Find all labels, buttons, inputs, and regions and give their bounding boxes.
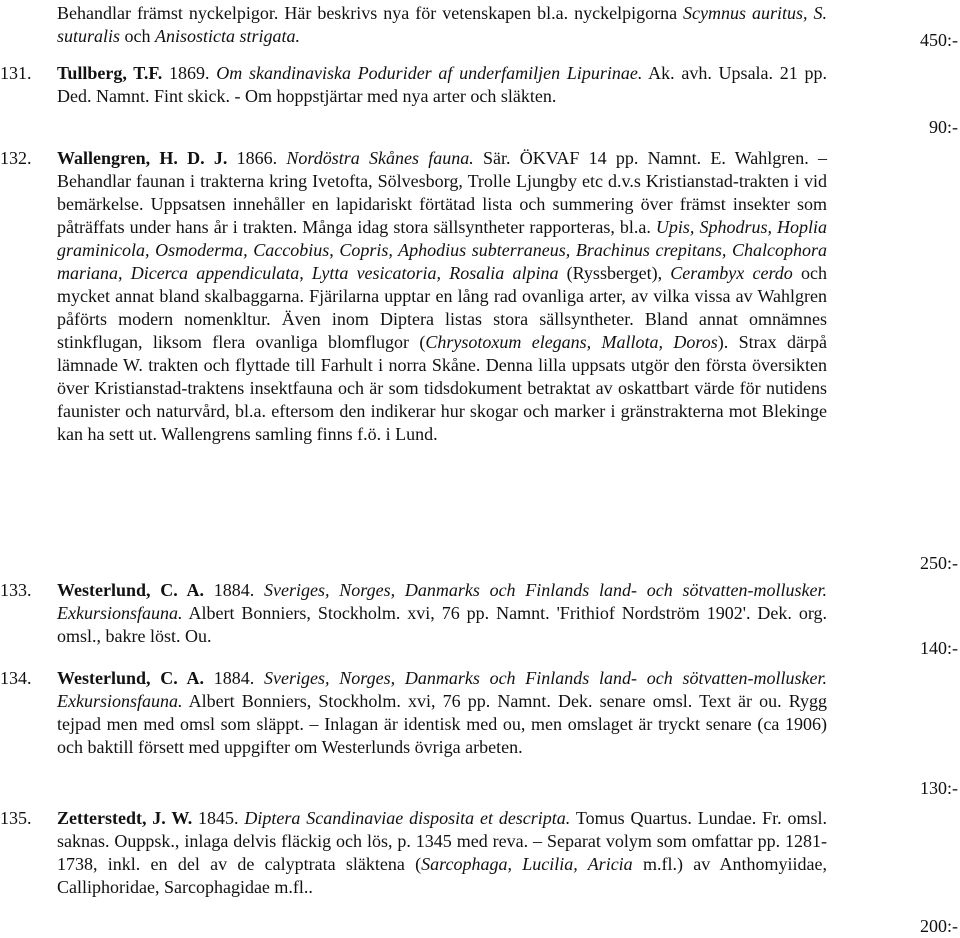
entry-price: 130:- — [920, 778, 958, 798]
entry-text-part: Chrysotoxum elegans, Mallota, Doros — [425, 332, 718, 352]
entry-text-part: Westerlund, C. A. — [57, 668, 205, 688]
entry-text — [57, 62, 827, 108]
entry-text-part: Tomus Quartus. Lundae. Fr. omsl. saknas. Ouppsk., inlaga delvis fläckig och lös, p. 1345 med reva. – Separat volym som omfattar pp. 1281-1738, inkl. en del av de calyptrata släktena ( — [57, 808, 827, 874]
entry-text-part: Tullberg, T.F. — [57, 63, 163, 83]
entry-number: 131. — [0, 63, 32, 83]
entry-text-part: Albert Bonniers, Stockholm. xvi, 76 pp. Namnt. Dek. senare omsl. Text är ou. Rygg tejpad men med omsl som släppt. – Inlagan är identisk med ou, men omslaget är tryckt senare (ca 1906) och baktill försett med uppgifter om Westerlunds övriga arbeten. — [57, 691, 827, 757]
entry-number: 133. — [0, 580, 32, 600]
entry-text-part: Albert Bonniers, Stockholm. xvi, 76 pp. Namnt. 'Frithiof Nordström 1902'. Dek. org. omsl., bakre löst. Ou. — [57, 603, 827, 646]
entry-number: 132. — [0, 148, 32, 168]
entry-text — [57, 147, 827, 446]
entry-price: 140:- — [920, 638, 958, 658]
entry-text-part: Zetterstedt, J. W. — [57, 808, 193, 828]
entry-text-part: Behandlar främst nyckelpigor. Här beskrivs nya för vetenskapen bl.a. nyckelpigorna — [57, 3, 684, 23]
entry-text-part: Ak. avh. Upsala. 21 pp. Ded. Namnt. Fint skick. - Om hoppstjärtar med nya arter och släkten. — [57, 63, 828, 106]
entry-text-part: 1884. — [204, 668, 265, 688]
entry-text-part: Sveriges, Norges, Danmarks och Finlands land- och sötvatten-mollusker. Exkursionsfauna. — [57, 580, 828, 623]
entry-number: 134. — [0, 668, 32, 688]
entry-text-part: 1869. — [162, 63, 217, 83]
entry-text-part: Cerambyx cerdo — [670, 263, 793, 283]
entry-price: 250:- — [920, 553, 958, 573]
entry-text — [57, 579, 827, 648]
entry-text — [57, 2, 827, 48]
entry-text — [57, 667, 827, 759]
entry-text-part: ). Strax därpå lämnade W. trakten och flyttade till Farhult i norra Skåne. Denna lilla uppsats utgör den första översikten över Kristianstad-traktens insektfauna och är som tidsdokument betraktat av oskattbart värde för nutidens faunister och naturvård, bl.a. eftersom den indikerar hur skogar och marker i gränstrakterna mot Blekinge kan ha sett ut. Wallengrens samling finns f.ö. i Lund. — [57, 332, 827, 444]
entry-text-part: Sär. ÖKVAF 14 pp. Namnt. E. Wahlgren. – Behandlar faunan i trakterna kring Ivetofta, Sölvesborg, Trolle Ljungby etc d.v.s Kristianstad-trakten i vid bemärkelse. Uppsatsen innehåller en lapidariskt förtätad lista och summering över främst insekter som påträffats under hans år i trakten. Många idag stora sällsyntheter rapporteras, bl.a. — [57, 148, 828, 237]
entry-text-part: Upis, Sphodrus, Hoplia graminicola, Osmoderma, Caccobius, Copris, Aphodius subterraneus, Brachinus crepitans, Chalcophora mariana, Dicerca appendiculata, Lytta vesicatoria, Rosalia alpina — [57, 217, 828, 283]
entry-text-part: (Ryssberget), — [558, 263, 671, 283]
entry-text-part: 1884. — [204, 580, 265, 600]
entry-text-part: Scymnus auritus, S. suturalis — [57, 3, 827, 46]
entry-text-part: och — [120, 26, 156, 46]
entry-text-part: Diptera Scandinaviae disposita et descripta. — [244, 808, 571, 828]
entry-text-part: Sveriges, Norges, Danmarks och Finlands land- och sötvatten-mollusker. Exkursionsfauna. — [57, 668, 828, 711]
entry-price: 450:- — [920, 30, 958, 50]
entry-text-part: och mycket annat bland skalbaggarna. Fjärilarna upptar en lång rad ovanliga arter, av vilka vissa av Wahlgren påförts modern nomenkltur. Även inom Diptera listas stora sällsyntheter. Bland annat omnämnes stinkflugan, liksom flera ovanliga blomflugor ( — [57, 263, 827, 352]
entry-text-part: m.fl.) av Anthomyiidae, Calliphoridae, Sarcophagidae m.fl.. — [57, 854, 827, 897]
entry-price: 90:- — [929, 117, 958, 137]
entry-text-part: Wallengren, H. D. J. — [57, 148, 228, 168]
entry-text-part: Sarcophaga, Lucilia, Aricia — [421, 854, 633, 874]
entry-text-part: Om skandinaviska Podurider af underfamiljen Lipurinae. — [216, 63, 643, 83]
entry-price: 200:- — [920, 916, 958, 936]
entry-text-part: 1845. — [192, 808, 245, 828]
entry-number: 135. — [0, 808, 32, 828]
entry-text-part: Westerlund, C. A. — [57, 580, 205, 600]
entry-text-part: 1866. — [227, 148, 287, 168]
entry-text-part: Nordöstra Skånes fauna. — [286, 148, 474, 168]
entry-text — [57, 807, 827, 899]
entry-text-part: Anisosticta strigata. — [155, 26, 301, 46]
